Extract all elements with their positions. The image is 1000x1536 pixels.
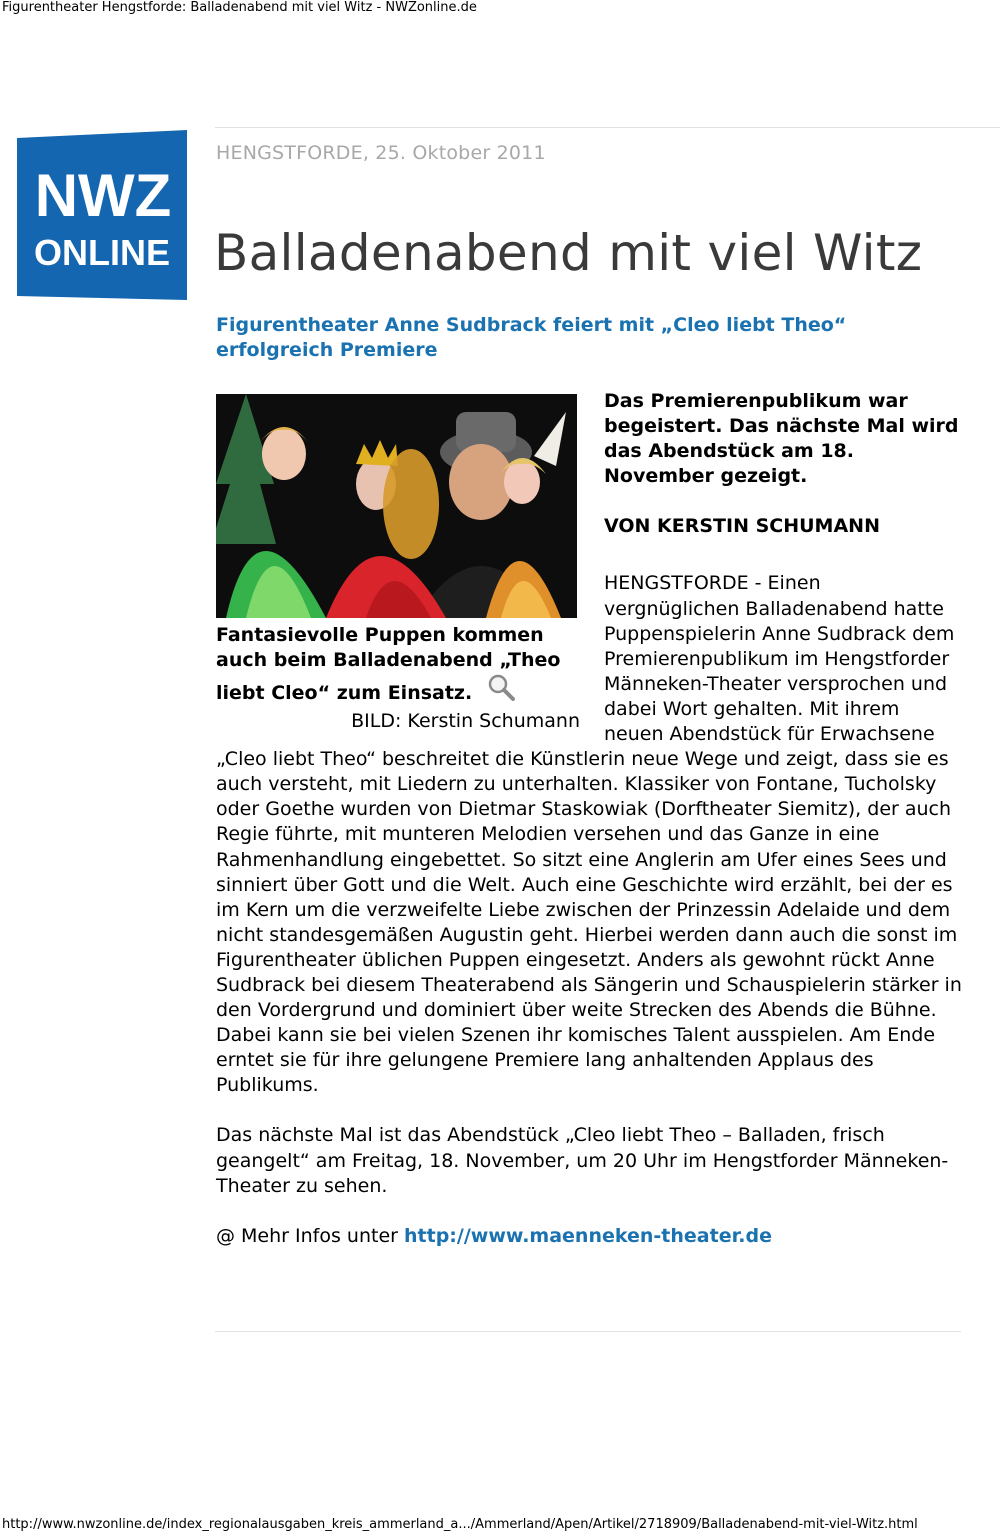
article-photo-puppets[interactable] — [216, 394, 577, 618]
article-body-text: HENGSTFORDE - Einen vergnüglichen Balladenabend hatte Puppenspielerin Anne Sudbrack dem Premierenpublikum im Hengstforder Männeken-Theater versprochen und dabei Wort gehalten. Mit ihrem neuen Abendstück für Erwachsene „Cleo liebt Theo“ beschreitet die Künstlerin neue Wege und zeigt, dass sie es auch versteht, mit Liedern zu unterhalten. Klassiker von Fontane, Tucholsky oder Goethe wurden von Dietmar Staskowiak (Dorftheater Siemitz), der auch Regie führte, mit munteren Melodien versehen und das Ganze in eine Rahmenhandlung eingebettet. So sitzt eine Anglerin am Ufer eines Sees und sinniert über Gott und die Welt. Auch eine Geschichte wird erzählt, bei der es im Kern um die verzweifelte Liebe zwischen der Prinzessin Adelaide und dem nicht standesgemäßen Augustin geht. Hierbei werden dann auch die sonst im Figurentheater üblichen Puppen eingesetzt. Anders als gewohnt rückt Anne Sudbrack bei diesem Theaterabend als Sängerin und Schauspielerin stärker in den Vordergrund und dominiert über weite Strecken des Abends die Bühne. Dabei kann sie bei vielen Szenen ihr komisches Talent ausspielen. Am Ende erntet sie für ihre gelungene Premiere lang anhaltenden Applaus des Publikums. — [216, 572, 962, 1097]
more-info-line — [216, 1224, 962, 1249]
article-figure — [216, 394, 580, 733]
logo-text-online: ONLINE — [33, 232, 171, 273]
article-subheadline: Figurentheater Anne Sudbrack feiert mit „Cleo liebt Theo“ erfolgreich Premiere — [216, 314, 847, 361]
article-dateline: HENGSTFORDE, 25. Oktober 2011 — [216, 142, 546, 164]
theater-website-link[interactable]: http://www.maenneken-theater.de — [404, 1224, 772, 1247]
article-author: VON KERSTIN SCHUMANN — [604, 515, 880, 538]
bottom-divider — [215, 1331, 961, 1332]
print-footer-url: http://www.nwzonline.de/index_regionalausgaben_kreis_ammerland_a.../Ammerland/Apen/Artikel/2718909/Balladenabend-mit-viel-Witz.html — [2, 1517, 918, 1532]
article-lead: Das Premierenpublikum war begeistert. Das nächste Mal wird das Abendstück am 18. November gezeigt. — [604, 390, 959, 488]
magnifier-icon[interactable] — [487, 673, 515, 708]
caption-text: Fantasievolle Puppen kommen auch beim Balladenabend „Theo liebt Cleo“ zum Einsatz. — [216, 624, 561, 704]
article-body — [216, 389, 962, 1249]
nwz-online-logo[interactable] — [17, 130, 187, 300]
more-info-prefix: @ Mehr Infos unter — [216, 1224, 404, 1247]
next-show-note: Das nächste Mal ist das Abendstück „Cleo liebt Theo – Balladen, frisch geangelt“ am Freitag, 18. November, um 20 Uhr im Hengstforder Männeken-Theater zu sehen. — [216, 1124, 949, 1197]
print-header-title: Figurentheater Hengstforde: Balladenabend mit viel Witz - NWZonline.de — [2, 0, 477, 15]
puppet-photo-graphic — [216, 394, 577, 618]
nwz-logo-graphic — [17, 130, 187, 300]
logo-text-nwz: NWZ — [34, 162, 172, 229]
photo-caption — [216, 623, 580, 708]
article-headline: Balladenabend mit viel Witz — [214, 224, 923, 282]
top-divider — [215, 127, 1000, 128]
photo-credit: BILD: Kerstin Schumann — [351, 710, 580, 732]
